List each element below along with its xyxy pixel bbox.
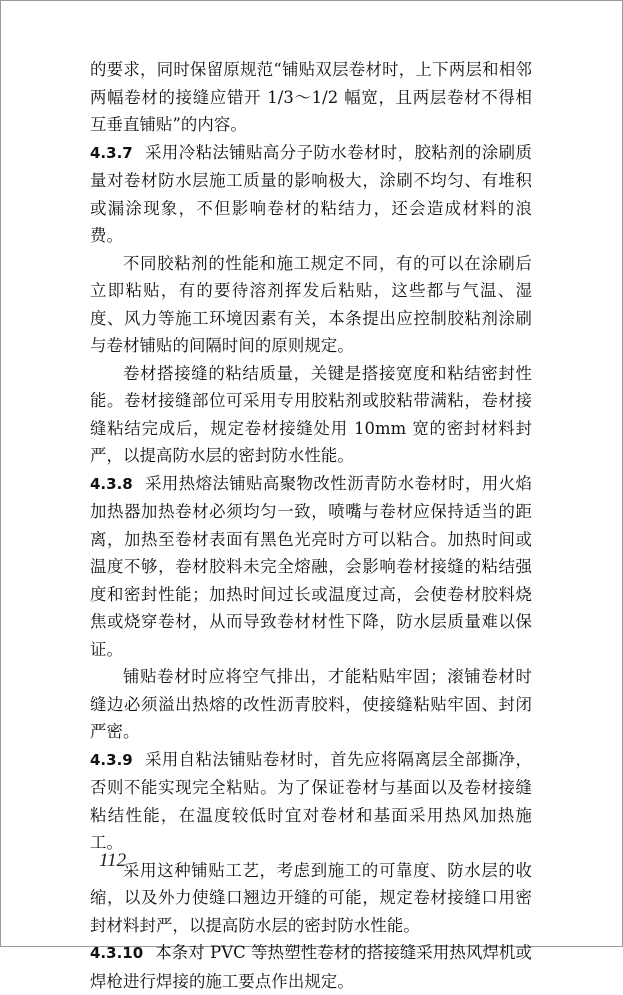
clause-4-3-8 bbox=[90, 470, 532, 664]
paragraph-self-adhesive-sealing bbox=[90, 857, 532, 940]
paragraph-text: 的要求，同时保留原规范“铺贴双层卷材时，上下两层和相邻两幅卷材的接缝应错开 1/3～1/2 幅宽，且两层卷材不得相互垂直铺贴”的内容。 bbox=[90, 60, 532, 134]
clause-number: 4.3.7 bbox=[90, 143, 133, 162]
paragraph-adhesive-timing bbox=[90, 250, 532, 360]
paragraph-air-removal bbox=[90, 663, 532, 746]
paragraph-text: 本条对 PVC 等热塑性卷材的搭接缝采用热风焊机或焊枪进行焊接的施工要点作出规定。 bbox=[90, 943, 532, 991]
paragraph-seam-bonding bbox=[90, 360, 532, 470]
paragraph-text: 采用冷粘法铺贴高分子防水卷材时，胶粘剂的涂刷质量对卷材防水层施工质量的影响极大，涂刷不均匀、有堆积或漏涂现象，不但影响卷材的粘结力，还会造成材料的浪费。 bbox=[90, 142, 532, 245]
paragraph-text: 采用自粘法铺贴卷材时，首先应将隔离层全部撕净，否则不能实现完全粘贴。为了保证卷材与基面以及卷材接缝粘结性能，在温度较低时宜对卷材和基面采用热风加热施工。 bbox=[90, 749, 532, 852]
paragraph-text: 采用这种铺贴工艺，考虑到施工的可靠度、防水层的收缩，以及外力使缝口翘边开缝的可能，规定卷材接缝口用密封材料封严，以提高防水层的密封防水性能。 bbox=[90, 860, 532, 935]
document-body bbox=[90, 56, 532, 995]
paragraph-continuation bbox=[90, 56, 532, 139]
clause-number: 4.3.8 bbox=[90, 474, 133, 493]
clause-number: 4.3.9 bbox=[90, 750, 133, 769]
paragraph-text: 卷材搭接缝的粘结质量，关键是搭接宽度和粘结密封性能。卷材接缝部位可采用专用胶粘剂或胶粘带满粘，卷材接缝粘结完成后，规定卷材接缝处用 10mm 宽的密封材料封严，以提高防水层的密封防水性能。 bbox=[90, 363, 532, 465]
clause-4-3-7 bbox=[90, 139, 532, 250]
clause-number: 4.3.10 bbox=[90, 944, 144, 962]
clause-4-3-10 bbox=[90, 939, 532, 995]
paragraph-text: 不同胶粘剂的性能和施工规定不同，有的可以在涂刷后立即粘贴，有的要待溶剂挥发后粘贴，这些都与气温、湿度、风力等施工环境因素有关，本条提出应控制胶粘剂涂刷与卷材铺贴的间隔时间的原则规定。 bbox=[90, 253, 532, 355]
paragraph-text: 铺贴卷材时应将空气排出，才能粘贴牢固；滚铺卷材时缝边必须溢出热熔的改性沥青胶料，使接缝粘贴牢固、封闭严密。 bbox=[90, 667, 532, 741]
paragraph-text: 采用热熔法铺贴高聚物改性沥青防水卷材时，用火焰加热器加热卷材必须均匀一致，喷嘴与卷材应保持适当的距离，加热至卷材表面有黑色光亮时方可以粘合。加热时间或温度不够，卷材胶料未完全熔融，会影响卷材接缝的粘结强度和密封性能；加热时间过长或温度过高，会使卷材胶料烧焦或烧穿卷材，从而导致卷材材性下降，防水层质量难以保证。 bbox=[90, 473, 532, 659]
clause-4-3-9 bbox=[90, 746, 532, 857]
page-number: 112 bbox=[99, 850, 127, 871]
